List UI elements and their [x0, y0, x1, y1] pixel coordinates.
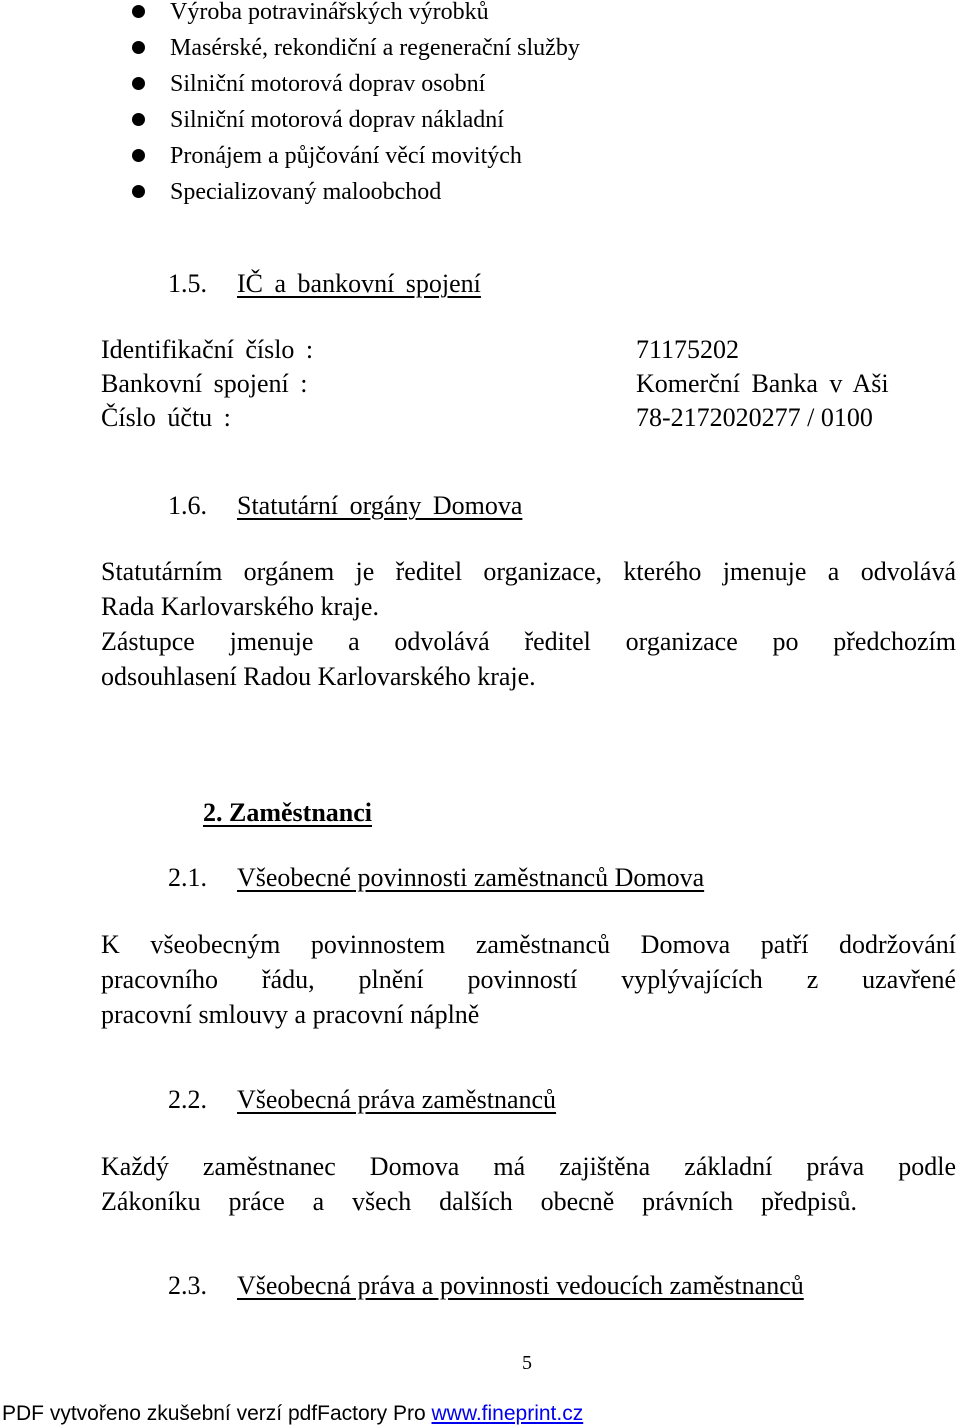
bank-value: Komerční Banka v Aši [636, 369, 889, 398]
section-heading: Všeobecná práva zaměstnanců [237, 1085, 557, 1114]
bullet-icon [132, 149, 145, 162]
paragraph-line: pracovního řádu, plnění povinností vyplývajících z uzavřené [101, 965, 956, 994]
paragraph-line: pracovní smlouvy a pracovní náplně [101, 1000, 480, 1029]
page-number: 5 [522, 1352, 532, 1374]
list-item-text: Pronájem a půjčování věcí movitých [170, 143, 522, 169]
paragraph-line: Zákoníku práce a všech dalších obecně právních předpisů. [101, 1187, 857, 1216]
footer-link[interactable]: www.fineprint.cz [431, 1402, 584, 1425]
list-item [132, 66, 580, 102]
paragraph-line: Rada Karlovarského kraje. [101, 592, 379, 621]
list-item-text: Masérské, rekondiční a regenerační služby [170, 35, 580, 61]
list-item-text: Specializovaný maloobchod [170, 179, 442, 205]
account-value: 78-2172020277 / 0100 [636, 403, 873, 432]
chapter-heading: 2. Zaměstnanci [203, 798, 372, 827]
section-number: 2.3. [168, 1271, 207, 1300]
section-number: 1.6. [168, 491, 207, 520]
list-item [132, 30, 580, 66]
list-item [132, 102, 580, 138]
section-number: 2.1. [168, 863, 207, 892]
bullet-icon [132, 41, 145, 54]
section-heading: Všeobecná práva a povinnosti vedoucích zaměstnanců [237, 1271, 804, 1300]
list-item [132, 174, 580, 210]
bullet-icon [132, 185, 145, 198]
paragraph-line: K všeobecným povinnostem zaměstnanců Domova patří dodržování [101, 930, 956, 959]
bullet-icon [132, 113, 145, 126]
section-heading: IČ a bankovní spojení [237, 269, 481, 298]
list-item-text: Silniční motorová doprav nákladní [170, 107, 504, 133]
bullet-icon [132, 77, 145, 90]
bullet-icon [132, 5, 145, 18]
paragraph-line: Statutárním orgánem je ředitel organizace, kterého jmenuje a odvolává [101, 557, 956, 586]
paragraph-line: Zástupce jmenuje a odvolává ředitel organizace po předchozím [101, 627, 956, 656]
list-item-text: Silniční motorová doprav osobní [170, 71, 486, 97]
footer-text: PDF vytvořeno zkušební verzí pdfFactory Pro [2, 1402, 432, 1425]
id-number-value: 71175202 [636, 335, 740, 364]
activities-list [132, 0, 580, 210]
section-number: 1.5. [168, 269, 207, 298]
list-item [132, 0, 580, 30]
section-heading: Všeobecné povinnosti zaměstnanců Domova [237, 863, 705, 892]
pdf-footer [2, 1400, 583, 1428]
paragraph-line: odsouhlasení Radou Karlovarského kraje. [101, 662, 536, 691]
list-item [132, 138, 580, 174]
section-heading: Statutární orgány Domova [237, 491, 523, 520]
paragraph-line: Každý zaměstnanec Domova má zajištěna základní práva podle [101, 1152, 956, 1181]
section-number: 2.2. [168, 1085, 207, 1114]
account-label: Číslo účtu : [101, 403, 231, 432]
bank-label: Bankovní spojení : [101, 369, 308, 398]
list-item-text: Výroba potravinářských výrobků [170, 0, 489, 25]
id-number-label: Identifikační číslo : [101, 335, 314, 364]
